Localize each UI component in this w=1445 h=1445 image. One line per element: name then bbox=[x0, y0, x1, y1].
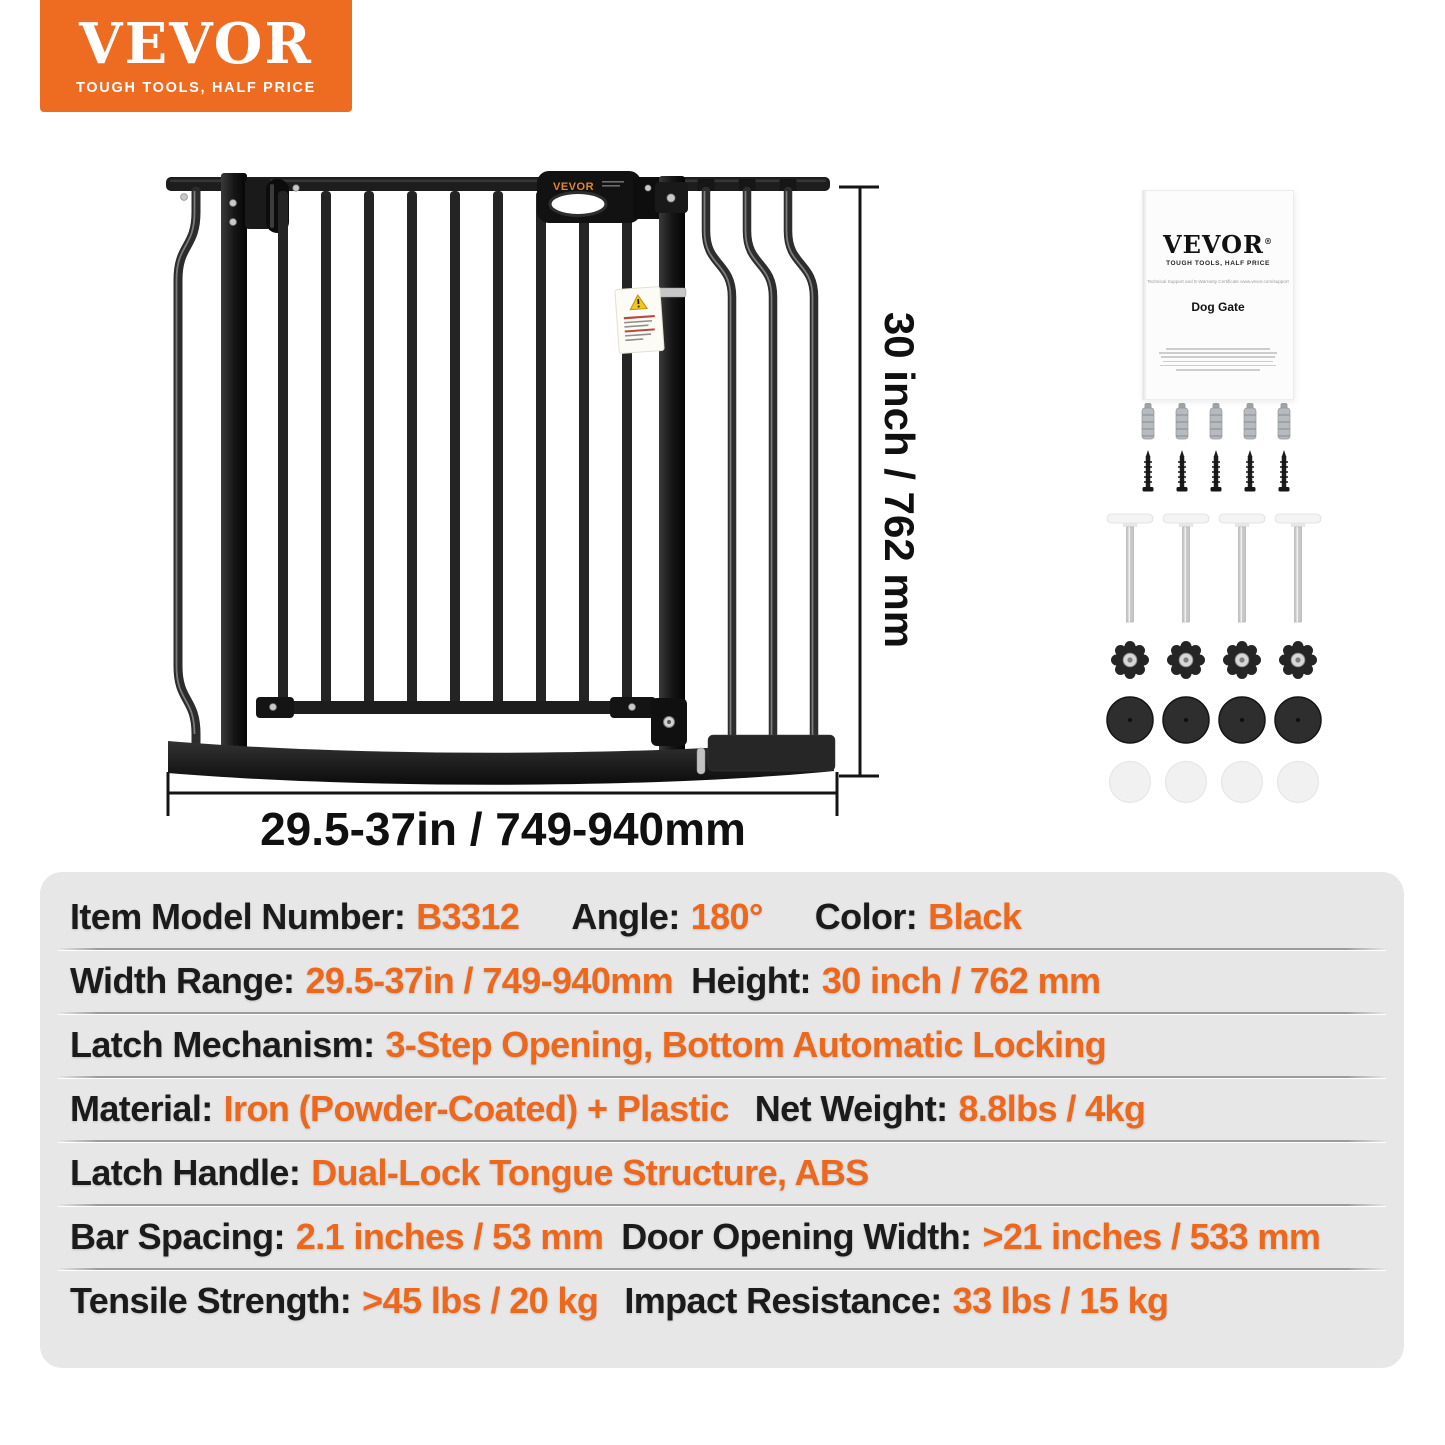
spec-value: >21 inches / 533 mm bbox=[982, 1216, 1321, 1257]
spec-row-latch-mechanism bbox=[40, 1014, 1404, 1076]
spec-pair bbox=[571, 896, 762, 938]
spec-table bbox=[40, 872, 1404, 1368]
spec-pair bbox=[755, 1088, 1146, 1130]
manual-support-line: Technical Support and E-Warranty Certificate www.vevor.com/support bbox=[1147, 279, 1289, 284]
spec-row-latch-handle bbox=[40, 1142, 1404, 1204]
gate-height-dimension-label: 30 inch / 762 mm bbox=[876, 311, 923, 649]
spec-label: Impact Resistance: bbox=[624, 1280, 942, 1321]
spec-pair bbox=[70, 1152, 869, 1194]
paragraph-line bbox=[1160, 365, 1276, 367]
spec-pair bbox=[70, 1216, 603, 1258]
spec-pair bbox=[70, 1280, 598, 1322]
manual-paragraph-lines bbox=[1143, 348, 1293, 371]
screw-icon bbox=[230, 200, 237, 207]
screw-icon bbox=[293, 185, 299, 191]
spec-value: 8.8lbs / 4kg bbox=[958, 1088, 1146, 1129]
handle-grip-cutout bbox=[550, 193, 606, 216]
spec-value: 2.1 inches / 53 mm bbox=[295, 1216, 604, 1257]
spec-label: Net Weight: bbox=[754, 1088, 948, 1129]
spec-value: B3312 bbox=[416, 896, 520, 937]
manual-tagline-text: TOUGH TOOLS, HALF PRICE bbox=[1166, 260, 1270, 267]
label-clamp bbox=[658, 288, 686, 297]
spec-label: Door Opening Width: bbox=[621, 1216, 972, 1257]
screw-icon bbox=[230, 219, 237, 226]
screw-icon bbox=[181, 194, 188, 201]
screws bbox=[1143, 450, 1290, 492]
manual-title: Dog Gate bbox=[1191, 300, 1245, 314]
handle-brand-text: VEVOR bbox=[553, 181, 595, 193]
latch-handle bbox=[537, 171, 663, 223]
left-post bbox=[221, 173, 247, 765]
manual-brand-text bbox=[1143, 230, 1293, 259]
spec-label: Material: bbox=[70, 1088, 213, 1129]
left-wavy-bar bbox=[177, 191, 197, 744]
spec-pair bbox=[621, 1216, 1320, 1258]
spec-value: >45 lbs / 20 kg bbox=[362, 1280, 599, 1321]
right-wavy-bars bbox=[698, 179, 815, 742]
paragraph-line bbox=[1166, 348, 1270, 350]
screw-center bbox=[667, 720, 671, 724]
logo-tagline-text: TOUGH TOOLS, HALF PRICE bbox=[76, 80, 316, 96]
spec-value: 180° bbox=[690, 896, 763, 937]
spec-value: 33 lbs / 15 kg bbox=[952, 1280, 1169, 1321]
spec-value: Black bbox=[928, 896, 1022, 937]
spec-label: Latch Handle: bbox=[70, 1152, 301, 1193]
manual-brand-word: VEVOR bbox=[1163, 230, 1264, 259]
spec-pair bbox=[815, 896, 1021, 938]
spec-pair bbox=[70, 960, 673, 1002]
dog-gate-drawing bbox=[166, 171, 835, 785]
spec-value: Dual-Lock Tongue Structure, ABS bbox=[311, 1152, 869, 1193]
registered-mark: ® bbox=[1263, 236, 1273, 246]
black-wall-cups bbox=[1107, 697, 1321, 743]
white-wall-pads bbox=[1110, 762, 1319, 803]
hardware-kit bbox=[1107, 403, 1321, 803]
spec-row-material bbox=[40, 1078, 1404, 1140]
spec-row-model bbox=[40, 886, 1404, 948]
handle-tagline-line bbox=[602, 181, 624, 183]
wall-anchors bbox=[1142, 403, 1290, 439]
paragraph-line bbox=[1159, 352, 1277, 354]
bottom-beam-extension bbox=[708, 735, 835, 771]
spec-value: Iron (Powder-Coated) + Plastic bbox=[223, 1088, 729, 1129]
spec-label: Width Range: bbox=[70, 960, 295, 1001]
spec-row-size bbox=[40, 950, 1404, 1012]
instruction-manual bbox=[1142, 190, 1294, 400]
paragraph-line bbox=[1176, 369, 1260, 371]
spec-value: 30 inch / 762 mm bbox=[821, 960, 1101, 1001]
paragraph-line bbox=[1161, 356, 1275, 358]
spec-label: Color: bbox=[814, 896, 918, 937]
screw-icon bbox=[629, 704, 636, 711]
paragraph-line bbox=[1163, 361, 1273, 363]
screw-icon bbox=[667, 194, 675, 202]
tightening-knobs bbox=[1111, 641, 1317, 679]
spec-pair bbox=[691, 960, 1100, 1002]
spec-row-strength bbox=[40, 1270, 1404, 1332]
spec-pair bbox=[70, 1024, 1106, 1066]
spec-pair bbox=[70, 1088, 729, 1130]
beam-pin bbox=[697, 748, 705, 774]
spec-label: Tensile Strength: bbox=[70, 1280, 352, 1321]
screw-icon bbox=[270, 704, 277, 711]
screw-icon bbox=[645, 185, 651, 191]
handle-tagline-line bbox=[602, 185, 620, 187]
door-bottom-rail bbox=[256, 701, 656, 714]
spec-value: 29.5-37in / 749-940mm bbox=[305, 960, 674, 1001]
gate-width-dimension-label: 29.5-37in / 749-940mm bbox=[260, 803, 746, 855]
spec-row-bar-spacing bbox=[40, 1206, 1404, 1268]
spec-pair bbox=[70, 896, 519, 938]
spec-label: Bar Spacing: bbox=[70, 1216, 285, 1257]
logo-brand-text: VEVOR bbox=[79, 11, 313, 77]
spec-label: Height: bbox=[691, 960, 811, 1001]
spec-pair bbox=[624, 1280, 1168, 1322]
door-bars bbox=[278, 191, 632, 707]
spec-label: Latch Mechanism: bbox=[70, 1024, 375, 1065]
hinge-highlight bbox=[270, 184, 274, 228]
spindle-rods bbox=[1107, 514, 1321, 622]
right-post bbox=[659, 176, 685, 766]
spec-label: Angle: bbox=[571, 896, 680, 937]
spec-value: 3-Step Opening, Bottom Automatic Locking bbox=[385, 1024, 1107, 1065]
spec-label: Item Model Number: bbox=[70, 896, 406, 937]
